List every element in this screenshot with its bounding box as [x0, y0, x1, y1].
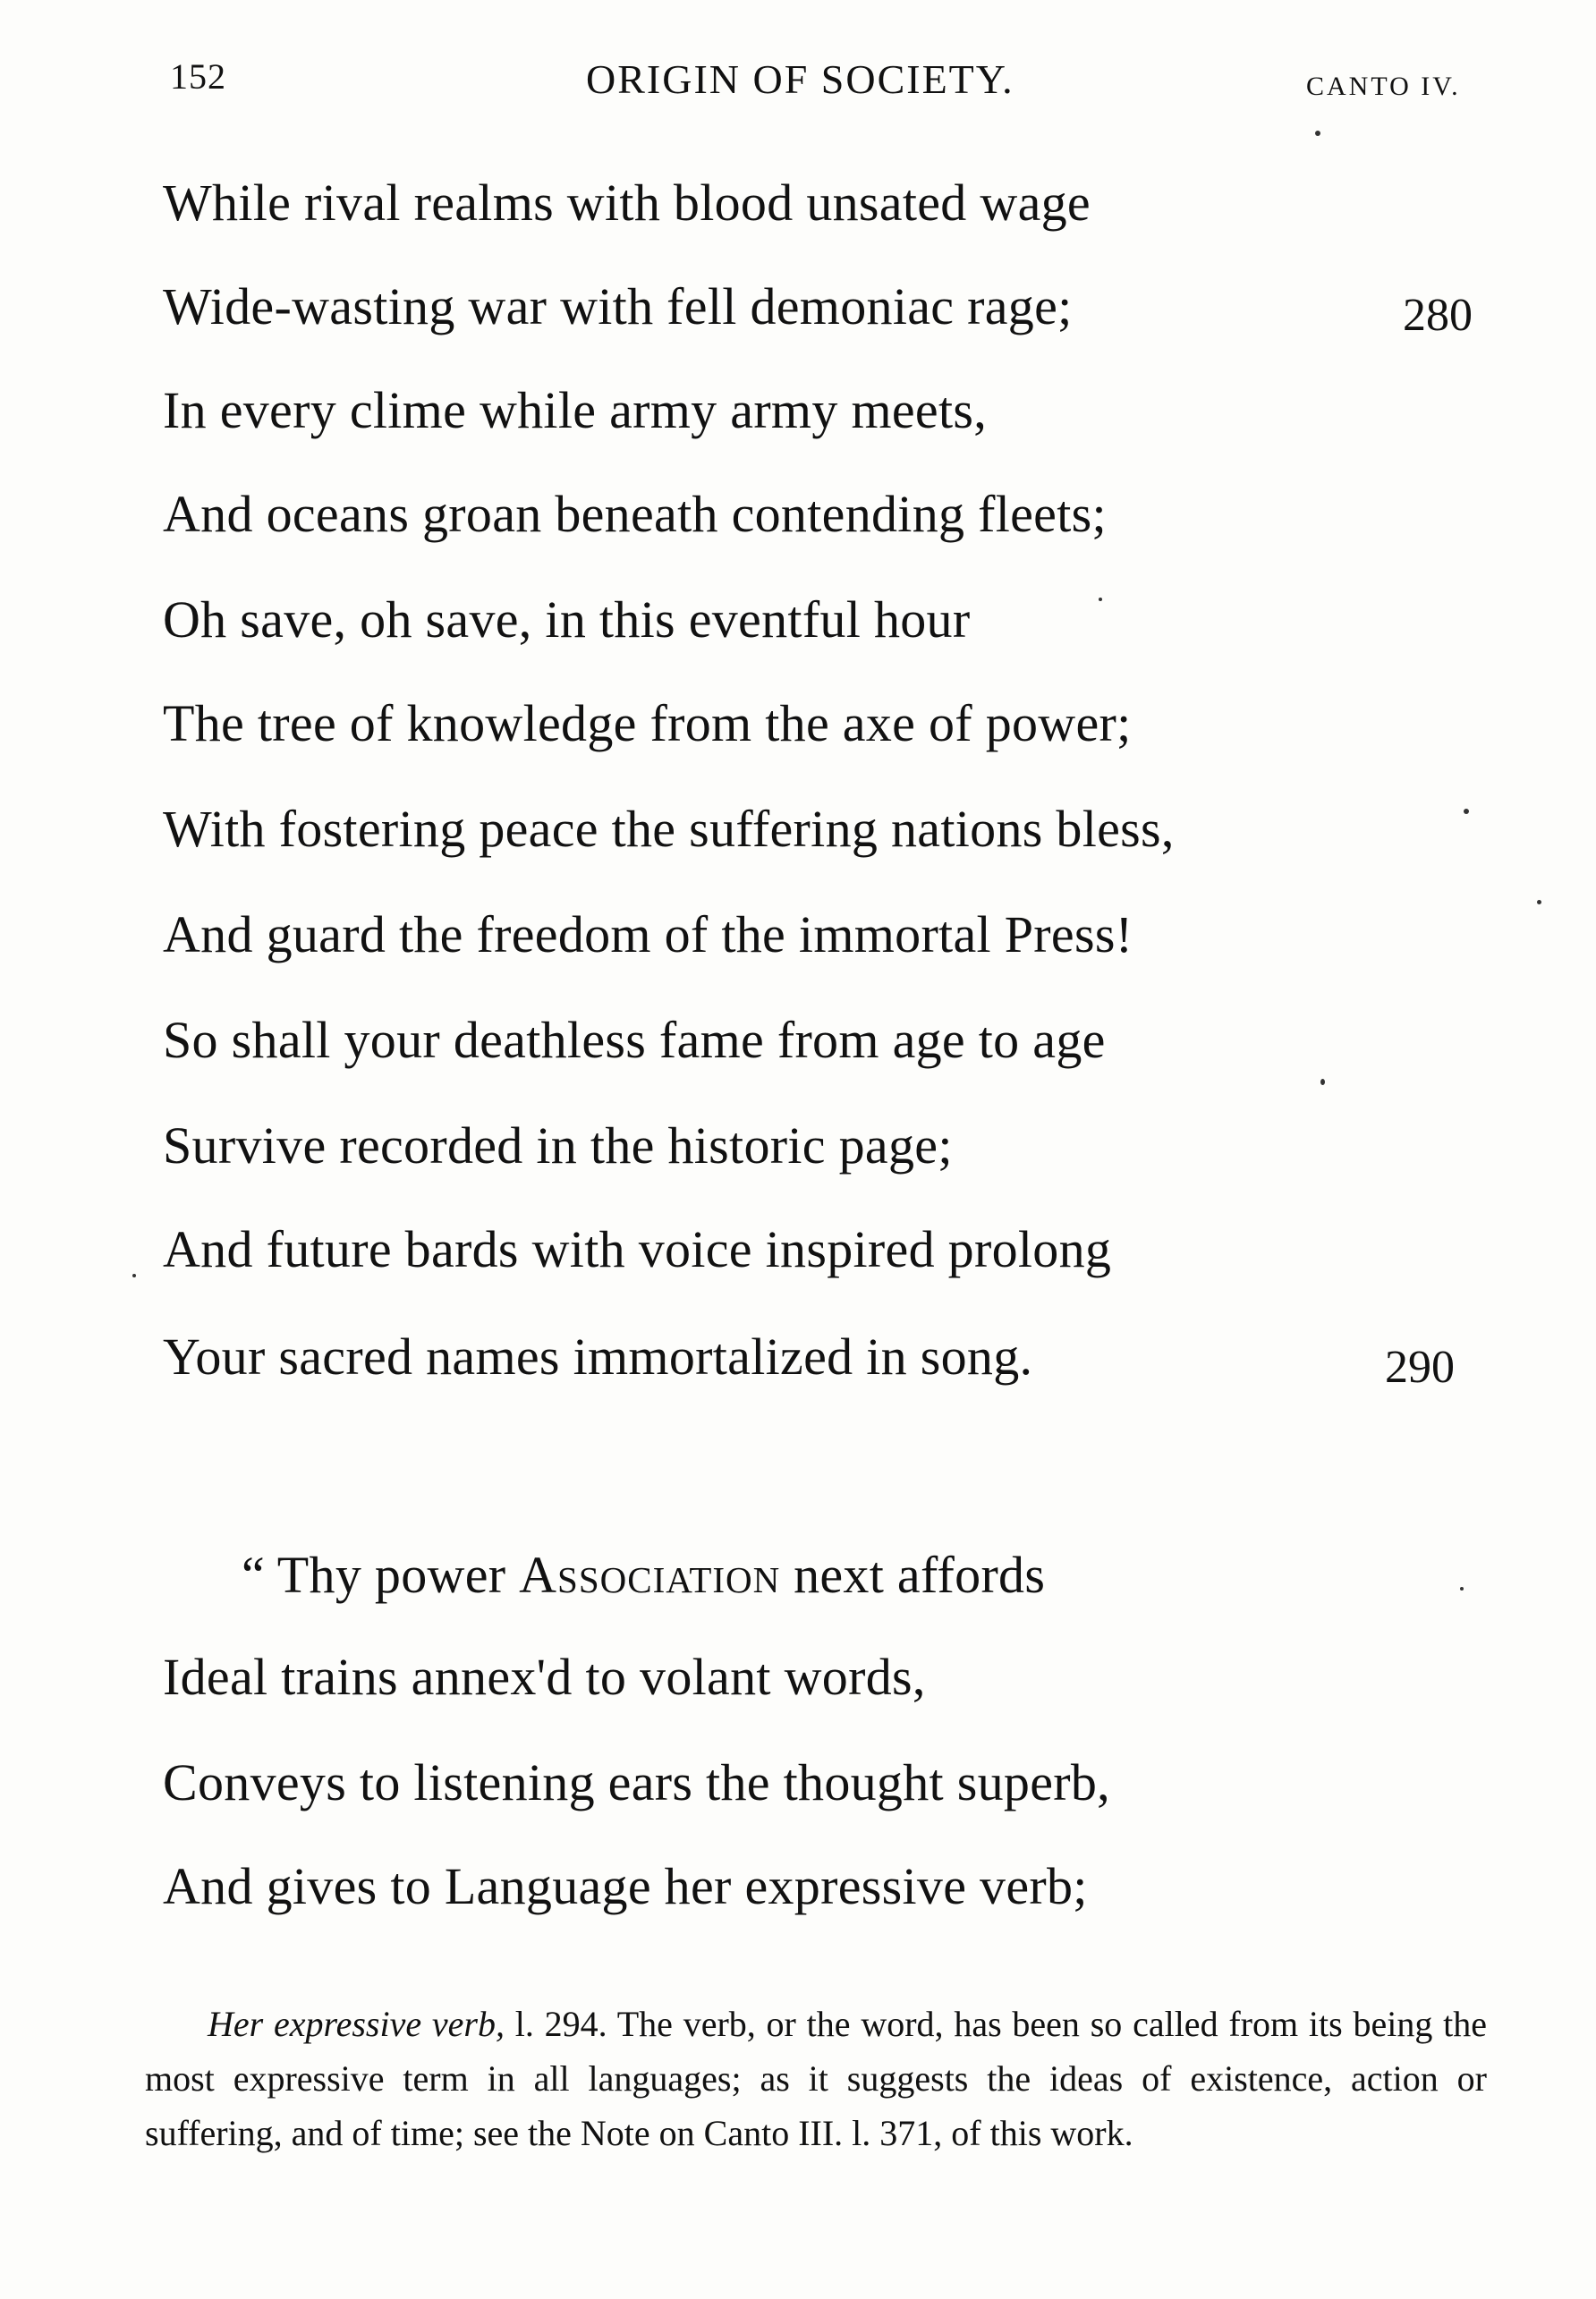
- verse-line: [242, 1544, 1045, 1607]
- page-number: 152: [170, 56, 226, 97]
- verse-line: So shall your deathless fame from age to age: [163, 1011, 1106, 1069]
- footnote: [145, 1997, 1487, 2160]
- verse-line: And guard the freedom of the immortal Press!: [163, 905, 1133, 963]
- print-speck: [1460, 1587, 1464, 1591]
- line-number: 280: [1403, 290, 1473, 341]
- verse-line: Survive recorded in the historic page;: [163, 1116, 953, 1175]
- print-speck: [1320, 1079, 1325, 1085]
- verse-line: Conveys to listening ears the thought superb,: [163, 1753, 1110, 1811]
- print-speck: [1464, 809, 1469, 814]
- line-number: 290: [1385, 1342, 1455, 1393]
- print-speck: [132, 1274, 136, 1277]
- verse-line: In every clime while army army meets,: [163, 381, 988, 439]
- running-title: ORIGIN OF SOCIETY.: [586, 56, 1014, 102]
- verse-line: Oh save, oh save, in this eventful hour: [163, 590, 971, 649]
- verse-line: The tree of knowledge from the axe of power;: [163, 694, 1132, 752]
- verse-line: While rival realms with blood unsated wage: [163, 174, 1091, 232]
- print-speck: [1315, 131, 1320, 136]
- verse-line: And future bards with voice inspired prolong: [163, 1220, 1112, 1278]
- verse-line-close: next affords: [780, 1546, 1046, 1604]
- footnote-text: l. 294. The verb, or the word, has been so called from its being the most expressive term in all languages; as it suggests the ideas of existence, action or suffering, and of time; see the Note on Canto III. l. 371, of this work.: [145, 2004, 1487, 2153]
- print-speck: [1537, 900, 1541, 904]
- verse-line: Wide-wasting war with fell demoniac rage;: [163, 277, 1073, 335]
- verse-line: With fostering peace the suffering nations bless,: [163, 800, 1175, 858]
- verse-line: Ideal trains annex'd to volant words,: [163, 1648, 926, 1706]
- verse-line-open: “ Thy power: [242, 1546, 520, 1604]
- verse-line-smallcaps: Association: [519, 1546, 781, 1604]
- running-header: [0, 55, 1596, 109]
- canto-label: CANTO IV.: [1306, 72, 1461, 101]
- verse-line: Your sacred names immortalized in song.: [163, 1328, 1033, 1386]
- footnote-reference: Her expressive verb,: [208, 2004, 505, 2044]
- verse-line: And oceans groan beneath contending fleets;: [163, 485, 1107, 543]
- print-speck: [1099, 598, 1102, 601]
- verse-line: And gives to Language her expressive verb;: [163, 1857, 1088, 1915]
